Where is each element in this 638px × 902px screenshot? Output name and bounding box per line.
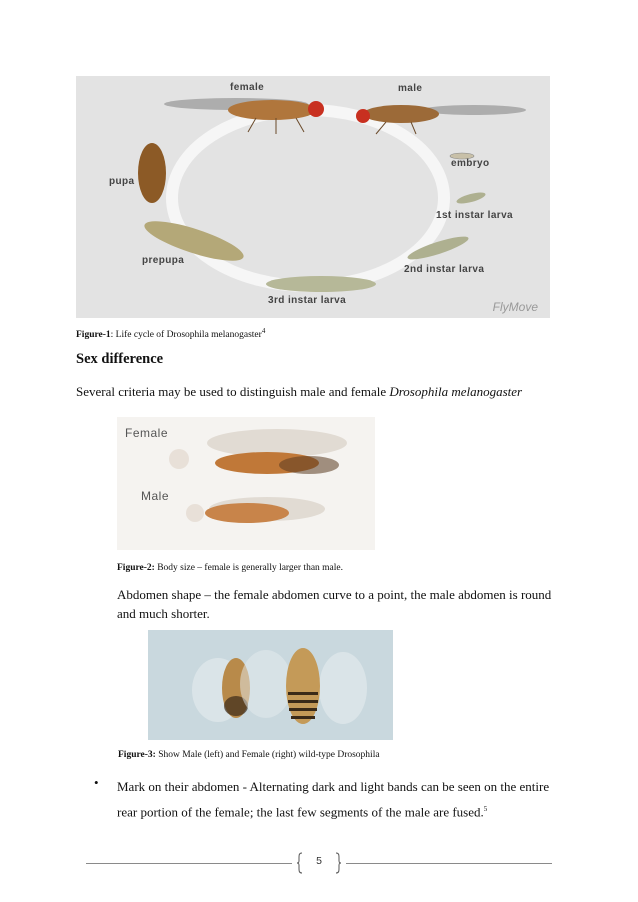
label-female-photo: Female [125,426,169,440]
label-male-photo: Male [141,489,170,503]
figure1-caption-prefix: Figure-1 [76,330,111,341]
figure3-caption-text: Show Male (left) and Female (right) wild-type Drosophila [155,750,380,760]
bullet-text: Mark on their abdomen - Alternating dark and light bands can be seen on the entire rear portion of the female; the last few segments of the male are fused. [117,779,550,820]
female-fly [164,98,324,134]
label-female: female [230,82,265,93]
abdomen-shape-paragraph: Abdomen shape – the female abdomen curve to a point, the male abdomen is round and much shorter. [117,587,552,621]
life-cycle-diagram [76,76,550,318]
label-instar1: 1st instar larva [436,210,513,221]
bullet-point-icon: • [94,775,99,790]
label-pupa: pupa [109,176,135,187]
section-heading: Sex difference [76,351,164,367]
page-number: 5 [316,855,322,867]
pupa [138,143,166,203]
figure3-caption [118,750,380,760]
intro-text: Several criteria may be used to distinguish male and female [76,384,390,399]
figure1-caption-ref: 4 [261,327,266,335]
figure2-caption-prefix: Figure-2: [117,563,155,573]
page-number-box [296,852,342,874]
figure2-caption [117,563,343,573]
bullet-ref: 5 [483,805,488,813]
label-instar3: 3rd instar larva [268,295,347,306]
third-instar-larva [266,276,376,292]
intro-paragraph [76,384,522,400]
body-size-figure [117,417,375,550]
life-cycle-figure [76,76,550,318]
abdomen-mark-bullet [117,776,567,823]
label-embryo: embryo [451,158,490,169]
figure1-caption-text: : Life cycle of Drosophila melanogaster [110,330,262,341]
figure1-caption [76,327,265,340]
footer-rule-left [86,863,292,864]
figure2-caption-text: Body size – female is generally larger than male. [154,563,344,573]
abdomen-photo [148,630,393,740]
label-instar2: 2nd instar larva [404,264,485,275]
flymove-logo: FlyMove [492,300,538,314]
figure3-caption-prefix: Figure-3: [118,750,156,760]
footer-rule-right [346,863,552,864]
intro-species-name: Drosophila melanogaster [389,384,523,399]
label-prepupa: prepupa [142,255,185,266]
first-instar-larva [455,190,486,205]
abdomen-photo-figure [148,630,393,740]
label-male: male [398,83,423,94]
